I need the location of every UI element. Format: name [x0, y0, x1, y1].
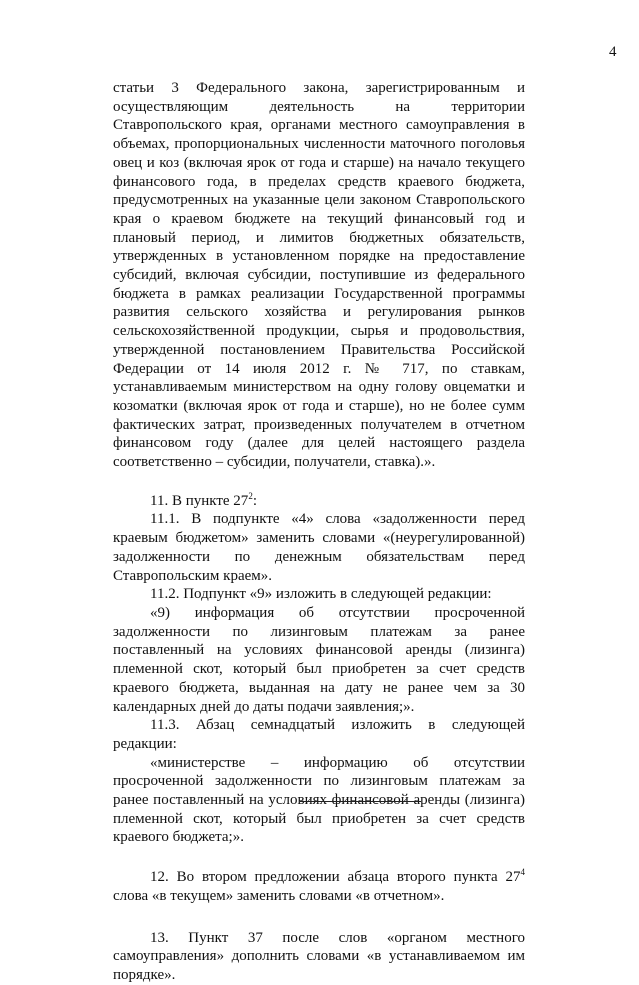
paragraph-item-11-3: 11.3. Абзац семнадцатый изложить в следующей редакции:: [113, 717, 525, 752]
page-number: 4: [609, 44, 617, 60]
item-11-suffix: :: [252, 492, 257, 509]
paragraph-item-13: 13. Пункт 37 после слов «органом местного самоуправления» дополнить словами «в устанавливаемом им порядке».: [113, 929, 525, 983]
item-12-text: 12. Во втором предложении абзаца второго пункта 27: [150, 869, 521, 886]
paragraph-ministry-info: «министерстве – информацию об отсутствии просроченной задолженности по лизинговым платежам за ранее поставленный на условиях финансовой аренды (лизинга) племенной скот, который был приобретен за счет средств краевого бюджета;».: [113, 754, 525, 846]
paragraph-item-11: [113, 492, 525, 511]
item-11-text: 11. В пункте 27: [150, 492, 249, 509]
end-of-text-rule: [300, 801, 421, 802]
item-11-superscript: 2: [248, 490, 253, 501]
paragraph-subitem-9: «9) информация об отсутствии просроченной задолженности по лизинговым платежам за ранее поставленный на условиях финансовой аренды (лизинга) племенной скот, который был приобретен за счет средств краевого бюджета, выданная на дату не ранее чем за 30 календарных дней до даты подачи заявления;».: [113, 604, 525, 715]
paragraph-item-12: [113, 868, 525, 905]
item-12-superscript: 4: [520, 867, 525, 878]
document-body: [113, 79, 525, 985]
paragraph-item-11-1: 11.1. В подпункте «4» слова «задолженности перед краевым бюджетом» заменить словами «(неурегулированной) задолженности по денежным обязательствам перед Ставропольским краем».: [113, 511, 525, 584]
paragraph-article-3-continuation: статьи 3 Федерального закона, зарегистрированным и осуществляющим деятельность на территории Ставропольского края, органами местного самоуправления в объемах, пропорциональных численности маточного поголовья овец и коз (включая ярок от года и старше) на начало текущего финансового года, в пределах средств краевого бюджета, предусмотренных на указанные цели законом Ставропольского края о краевом бюджете на текущий финансовый год и плановый период, и лимитов бюджетных обязательств, утвержденных в установленном порядке на предоставление субсидий, включая субсидии, поступившие из федерального бюджета в рамках реализации Государственной программы развития сельского хозяйства и регулирования рынков сельскохозяйственной продукции, сырья и продовольствия, утвержденной постановлением Правительства Российской Федерации от 14 июля 2012 г. № 717, по ставкам, устанавливаемым министерством на одну голову овцематки и козоматки (включая ярок от года и старше), но не более сумм фактических затрат, произведенных получателем в отчетном финансовом году (далее для целей настоящего раздела соответственно – субсидии, получатели, ставка).».: [113, 80, 525, 471]
item-12-suffix: слова «в текущем» заменить словами «в отчетном».: [113, 887, 445, 904]
paragraph-item-11-2: 11.2. Подпункт «9» изложить в следующей редакции:: [150, 586, 492, 603]
